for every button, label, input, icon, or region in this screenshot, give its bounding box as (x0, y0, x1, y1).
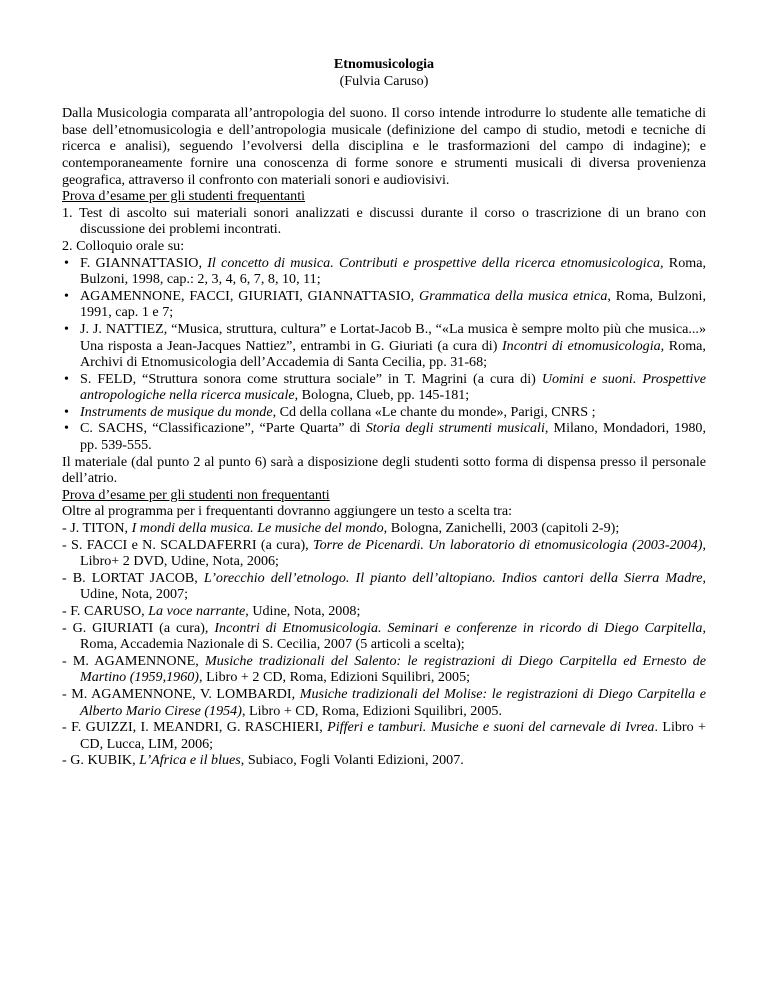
ref-publisher: , Libro + CD, Roma, Edizioni Squilibri, 2005. (241, 702, 502, 719)
reference-item (62, 420, 706, 453)
attending-references (62, 255, 706, 454)
ref-title: L’Africa e il blues (139, 752, 241, 769)
ref-publisher: , Bologna, Zanichelli, 2003 (capitoli 2-9); (383, 520, 620, 537)
ref-author: F. GIANNATTASIO, (80, 254, 208, 271)
reference-item (62, 288, 706, 321)
ref-author: - S. FACCI e N. SCALDAFERRI (a cura), (62, 536, 314, 553)
non-attending-references (62, 520, 706, 769)
reference-item (62, 752, 706, 769)
ref-author: AGAMENNONE, FACCI, GIURIATI, GIANNATTASIO, (80, 287, 420, 304)
reference-item (62, 603, 706, 620)
ref-author: - F. CARUSO, (62, 603, 149, 619)
ref-title: Incontri di Etnomusicologia. Seminari e conferenze in ricordo di Diego Carpitella (214, 619, 703, 636)
reference-item (62, 653, 706, 686)
reference-item (62, 520, 706, 537)
bullet-icon: • (64, 287, 69, 304)
ref-author: J. J. NATTIEZ, “Musica, struttura, cultura” e Lortat-Jacob B., “«La musica è sempre molto più che musica...» Una risposta a Jean-Jacques Nattiez”, entrambi in G. Giuriati (a cura di) (80, 320, 706, 354)
bullet-icon: • (64, 370, 69, 387)
ref-publisher: , Udine, Nota, 2008; (245, 603, 361, 619)
ref-title: Pifferi e tamburi. Musiche e suoni del carnevale di Ivrea (327, 719, 655, 736)
materials-note: Il materiale (dal punto 2 al punto 6) sarà a disposizione degli studenti sotto forma di dispensa presso il personale dell’atrio. (62, 453, 706, 487)
reference-item (62, 371, 706, 404)
attending-item-2: 2. Colloquio orale su: (62, 237, 185, 254)
ref-title: Il concetto di musica. Contributi e prospettive della ricerca etnomusicologica (207, 254, 661, 271)
ref-title: Grammatica della musica etnica (419, 287, 608, 304)
ref-title: Musiche tradizionali del Salento: le registrazioni di Diego Carpitella ed Ernesto de Martino (1959,1960) (80, 652, 706, 686)
ref-author: - F. GUIZZI, I. MEANDRI, G. RASCHIERI, (62, 719, 328, 736)
ref-publisher: , Subiaco, Fogli Volanti Edizioni, 2007. (240, 752, 464, 769)
attending-item-1: 1. Test di ascolto sui materiali sonori analizzati e discussi durante il corso o trascrizione di un brano con discussione dei problemi incontrati. (62, 204, 706, 238)
ref-publisher: , Libro+ 2 DVD, Udine, Nota, 2006; (80, 536, 706, 570)
non-attending-lead: Oltre al programma per i frequentanti dovranno aggiungere un testo a scelta tra: (62, 503, 513, 520)
ref-author: - G. GIURIATI (a cura), (62, 619, 215, 636)
ref-author: - M. AGAMENNONE, (62, 652, 205, 669)
course-description: Dalla Musicologia comparata all’antropologia del suono. Il corso intende introdurre lo studente alle tematiche di base dell’etnomusicologia e dell’antropologia musicale (definizione del campo di studio, metodi e tecniche di ricerca e analisi), seguendo l’evolversi della disciplina e le trasformazioni del campo di indagine); e contemporaneamente fornire una conoscenza di forme sonore e strumenti musicali di diversa provenienza geografica, attraverso il confronto con materiali sonori e audiovisivi. (62, 105, 706, 188)
reference-item (62, 620, 706, 653)
ref-title: Instruments de musique du monde (80, 403, 273, 420)
bullet-icon: • (64, 420, 69, 437)
ref-publisher: , Libro + 2 CD, Roma, Edizioni Squilibri, 2005; (199, 669, 471, 686)
ref-author: - J. TITON, (62, 520, 132, 537)
ref-publisher: . Libro + CD, Lucca, LIM, 2006; (80, 719, 706, 752)
reference-item (62, 570, 706, 603)
ref-title: Uomini e suoni. Prospettive antropologiche nella ricerca musicale (80, 370, 706, 404)
ref-title: Incontri di etnomusicologia (501, 337, 661, 354)
non-attending-heading: Prova d’esame per gli studenti non frequentanti (62, 486, 330, 503)
reference-item (62, 255, 706, 288)
document-title: Etnomusicologia (333, 56, 435, 72)
ref-author: - M. AGAMENNONE, V. LOMBARDI, (62, 685, 300, 702)
ref-title: La voce narrante (148, 603, 246, 619)
ref-title: Torre de Picenardi. Un laboratorio di etnomusicologia (2003-2004) (313, 536, 703, 553)
reference-item (62, 404, 706, 421)
reference-item (62, 719, 706, 752)
ref-title: Musiche tradizionali del Molise: le registrazioni di Diego Carpitella e Alberto Mario Cirese (1954) (80, 685, 706, 719)
ref-publisher: , Roma, Bulzoni, 1998, cap.: 2, 3, 4, 6, 7, 8, 10, 11; (80, 254, 706, 288)
ref-publisher: , Bologna, Clueb, pp. 145-181; (294, 387, 470, 404)
attending-heading: Prova d’esame per gli studenti frequentanti (62, 188, 306, 205)
reference-item (62, 537, 706, 570)
ref-publisher: , Roma, Archivi di Etnomusicologia dell’Accademia di Santa Cecilia, pp. 31-68; (80, 337, 706, 371)
title-block (62, 56, 706, 89)
ref-title: I mondi della musica. Le musiche del mondo (131, 520, 384, 537)
ref-publisher: , Cd della collana «Le chante du monde», Parigi, CNRS ; (272, 403, 596, 420)
ref-author: S. FELD, “Struttura sonora come struttura sociale” in T. Magrini (a cura di) (80, 370, 542, 387)
ref-author: - B. LORTAT JACOB, (62, 569, 204, 586)
bullet-icon: • (64, 254, 69, 271)
document-author: (Fulvia Caruso) (339, 72, 429, 89)
ref-publisher: , Roma, Bulzoni, 1991, cap. 1 e 7; (80, 287, 706, 321)
ref-publisher: , Roma, Accademia Nazionale di S. Cecilia, 2007 (5 articoli a scelta); (80, 619, 706, 653)
reference-item (62, 321, 706, 371)
reference-item (62, 686, 706, 719)
ref-author: C. SACHS, “Classificazione”, “Parte Quarta” di (80, 420, 366, 437)
bullet-icon: • (64, 320, 69, 337)
bullet-icon: • (64, 403, 69, 420)
ref-publisher: , Udine, Nota, 2007; (80, 569, 706, 603)
ref-title: L’orecchio dell’etnologo. Il pianto dell’altopiano. Indios cantori della Sierra Madre (203, 569, 703, 586)
ref-title: Storia degli strumenti musicali (365, 420, 545, 437)
ref-publisher: , Milano, Mondadori, 1980, pp. 539-555. (80, 420, 706, 454)
ref-author: - G. KUBIK, (62, 752, 140, 769)
